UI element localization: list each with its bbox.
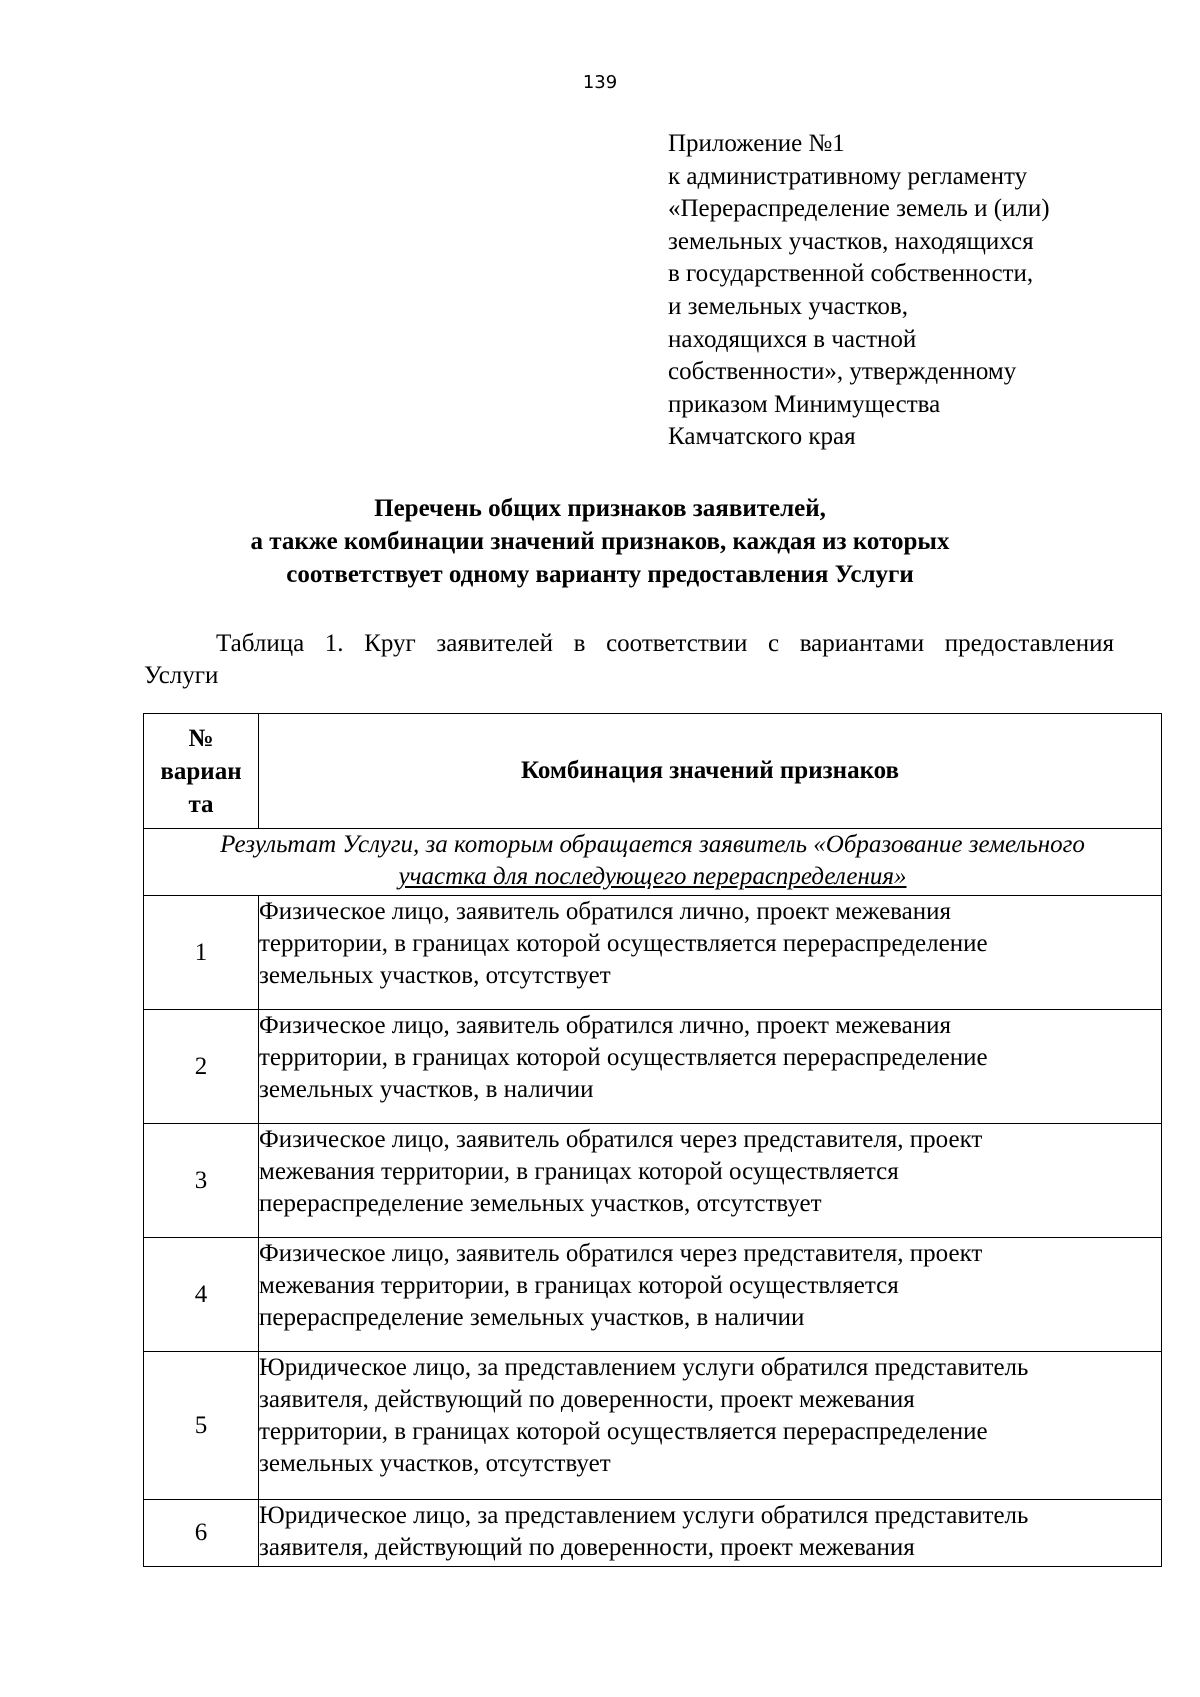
variant-description [259,1010,1162,1124]
description-line: земельных участков, в наличии [259,1076,594,1103]
document-heading [0,492,1200,591]
appendix-line: находящихся в частной [668,325,917,353]
result-row [144,829,1162,896]
header-line: вариан [160,757,242,785]
description-line: Физическое лицо, заявитель обратился лично, проект межевания [259,1012,951,1039]
result-line: участка для последующего перераспределения» [398,863,907,890]
appendix-line: в государственной собственности, [668,260,1034,288]
table-row [144,1124,1162,1238]
combination-header: Комбинация значений признаков [259,714,1162,829]
description-line: межевания территории, в границах которой осуществляется [259,1272,899,1299]
description-line: перераспределение земельных участков, отсутствует [259,1190,822,1217]
result-line: Результат Услуги, за которым обращается заявитель «Образование земельного [220,831,1085,858]
appendix-line: Камчатского края [668,423,856,451]
caption-line: Таблица 1. Круг заявителей в соответствии с вариантами предоставления [216,630,1114,657]
caption-line: Услуги [144,662,219,689]
variant-description [259,1500,1162,1567]
variant-description [259,896,1162,1010]
description-line: территории, в границах которой осуществляется перераспределение [259,930,988,957]
variant-description [259,1238,1162,1352]
appendix-line: Приложение №1 [668,130,845,157]
variant-description [259,1124,1162,1238]
variant-number: 5 [144,1352,259,1500]
table-header-row [144,714,1162,829]
heading-line: соответствует одному варианту предоставления Услуги [286,561,914,588]
page-number: 139 [582,72,618,93]
appendix-line: собственности», утвержденному [668,358,1017,386]
description-line: перераспределение земельных участков, в наличии [259,1304,805,1331]
description-line: Юридическое лицо, за представлением услуги обратился представитель [259,1502,1029,1529]
variant-description [259,1352,1162,1500]
header-line: № [188,724,214,752]
description-line: земельных участков, отсутствует [259,1450,611,1477]
table-row [144,1500,1162,1567]
appendix-line: к административному регламенту [668,162,1028,190]
description-line: земельных участков, отсутствует [259,962,611,989]
description-line: Физическое лицо, заявитель обратился через представителя, проект [259,1126,983,1153]
description-line: Физическое лицо, заявитель обратился через представителя, проект [259,1240,983,1267]
variant-number: 1 [144,896,259,1010]
table-row [144,896,1162,1010]
header-line: та [188,790,214,818]
appendix-line: земельных участков, находящихся [668,227,1034,255]
variant-number: 3 [144,1124,259,1238]
variant-number: 4 [144,1238,259,1352]
appendix-line: приказом Минимущества [668,390,941,418]
variant-number: 6 [144,1500,259,1567]
appendix-block [668,128,1168,454]
description-line: Юридическое лицо, за представлением услуги обратился представитель [259,1354,1029,1381]
heading-line: Перечень общих признаков заявителей, [374,495,826,522]
description-line: территории, в границах которой осуществляется перераспределение [259,1418,988,1445]
table-caption [144,628,1114,692]
variant-number: 2 [144,1010,259,1124]
heading-line: а также комбинации значений признаков, каждая из которых [250,528,950,555]
description-line: межевания территории, в границах которой осуществляется [259,1158,899,1185]
appendix-line: и земельных участков, [668,292,908,320]
table-row [144,1352,1162,1500]
table-row [144,1238,1162,1352]
description-line: заявителя, действующий по доверенности, проект межевания [259,1386,915,1413]
description-line: Физическое лицо, заявитель обратился лично, проект межевания [259,898,951,925]
variants-table [143,713,1162,1567]
appendix-line: «Перераспределение земель и (или) [668,195,1050,223]
description-line: территории, в границах которой осуществляется перераспределение [259,1044,988,1071]
variant-number-header [144,714,259,829]
result-cell [144,829,1162,896]
description-line: заявителя, действующий по доверенности, проект межевания [259,1534,915,1561]
table-row [144,1010,1162,1124]
